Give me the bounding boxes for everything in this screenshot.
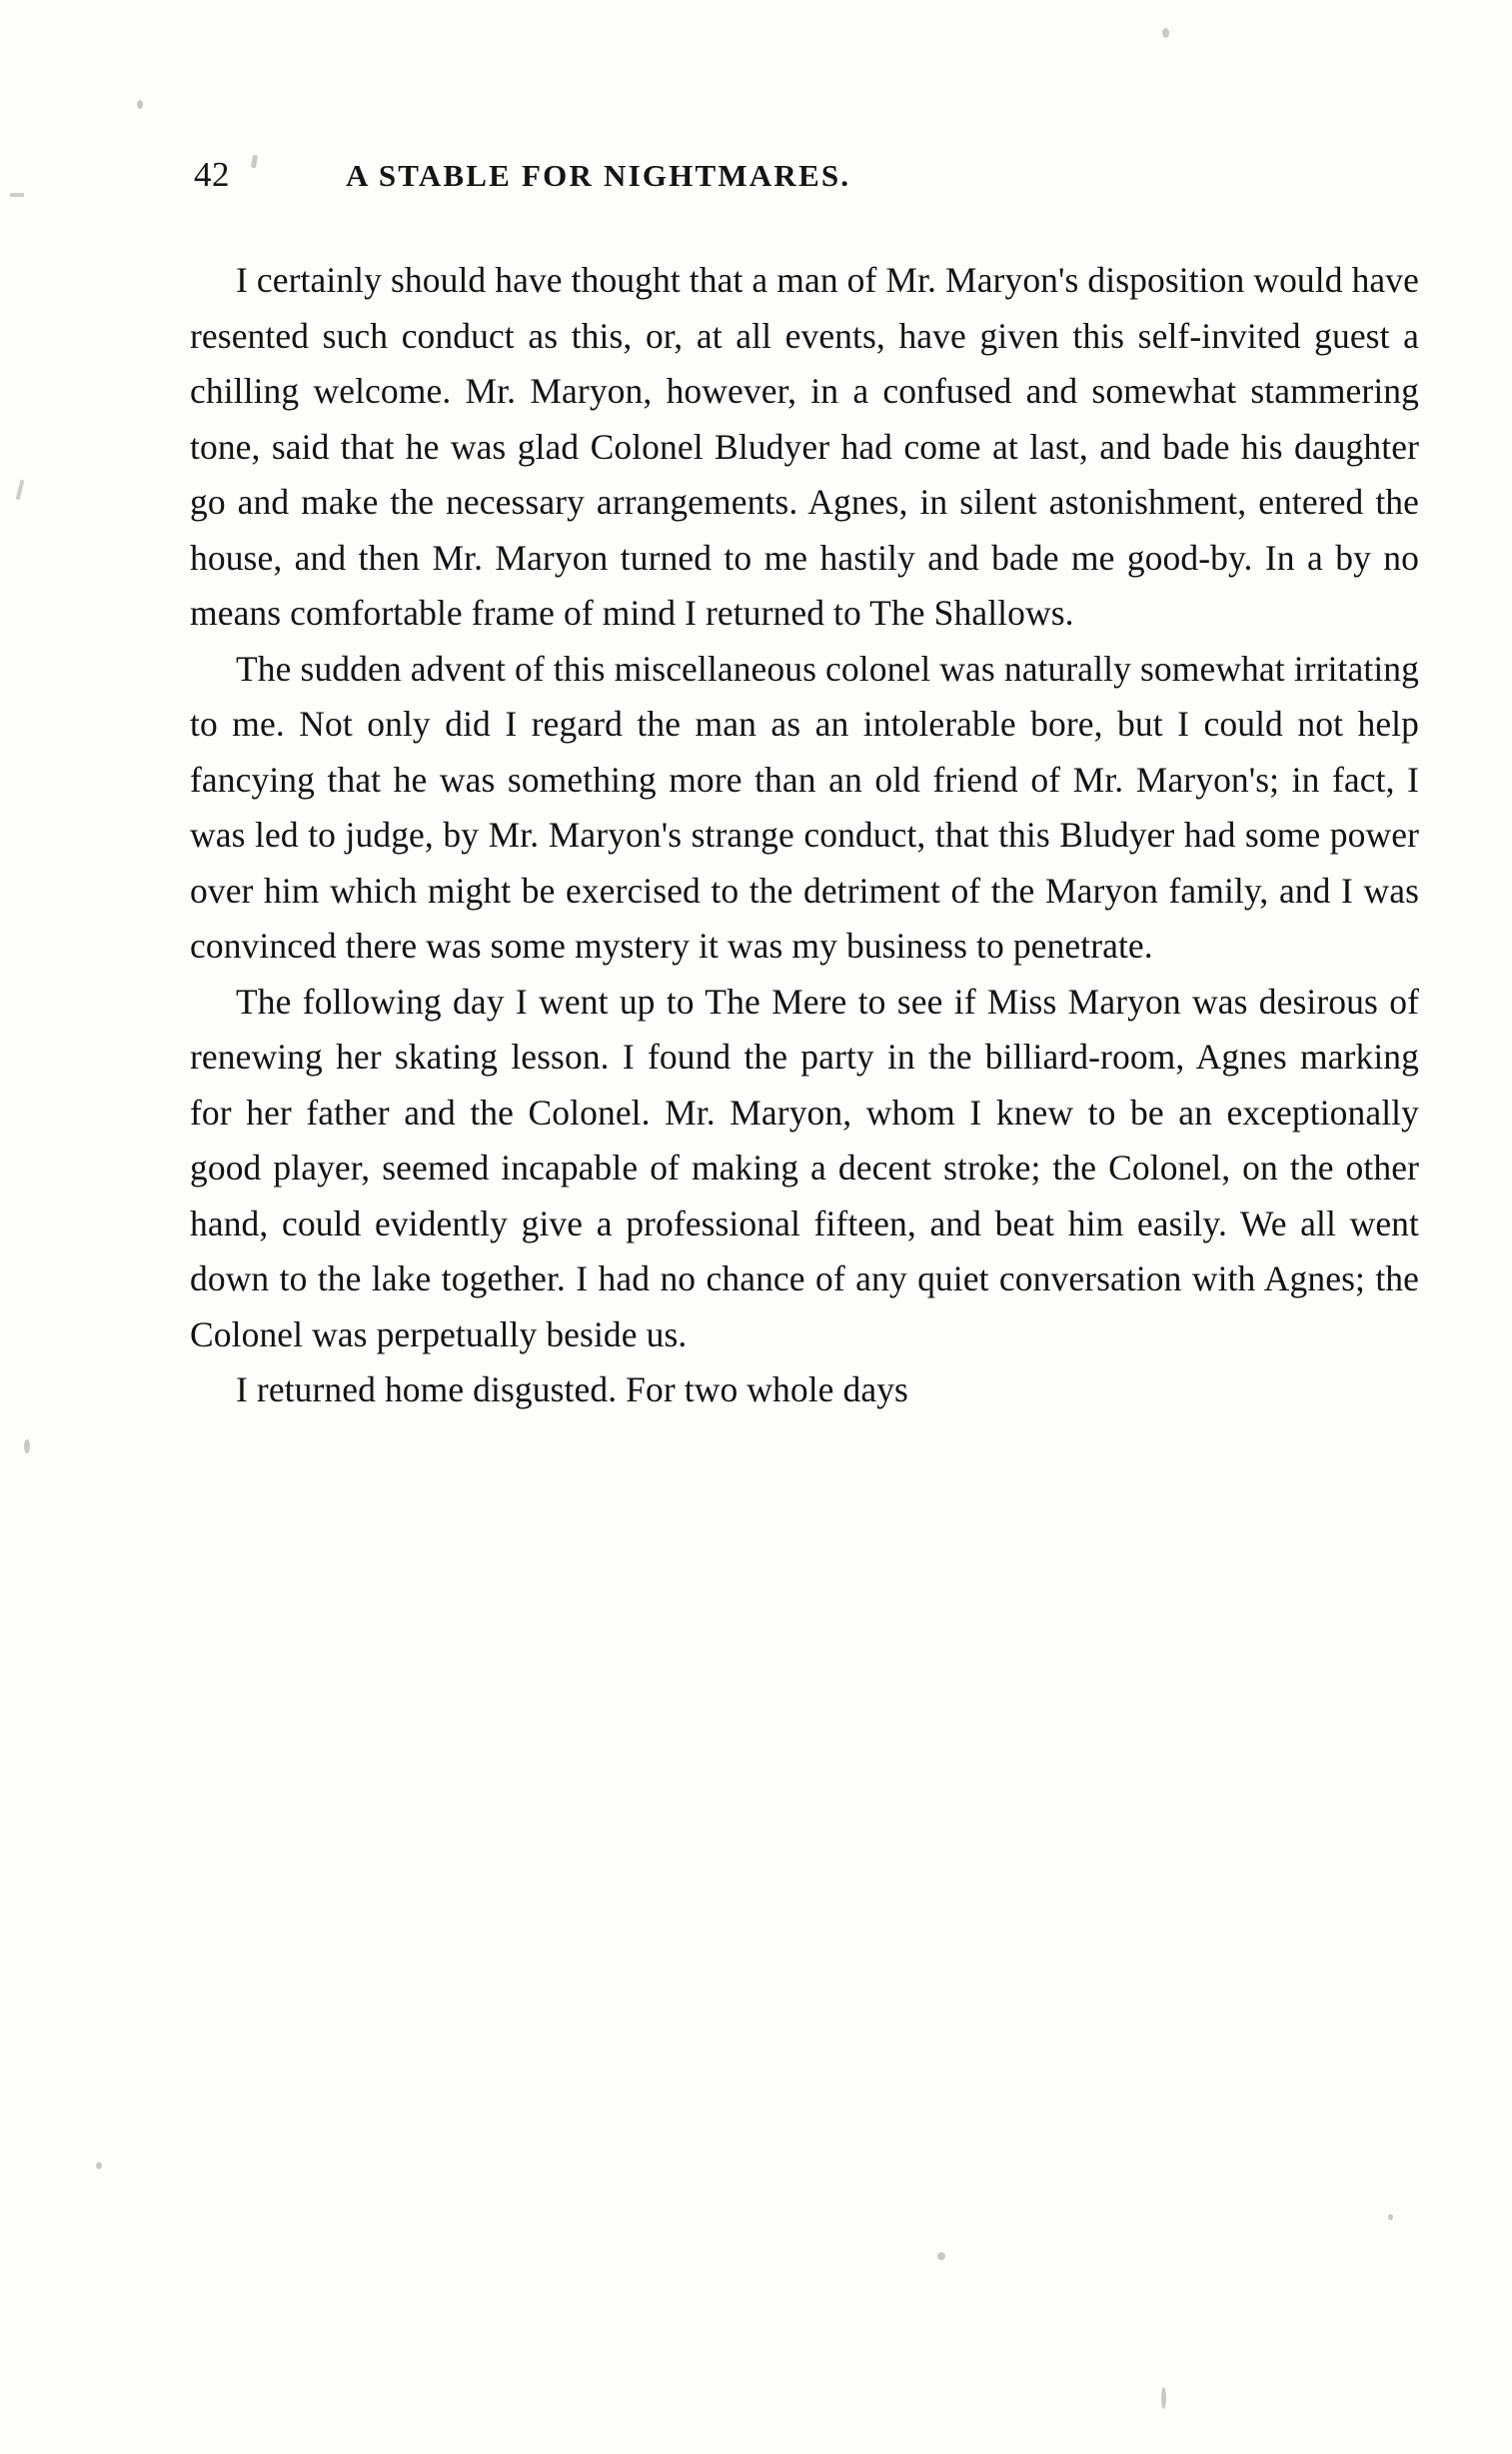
paragraph: The following day I went up to The Mere to see if Miss Maryon was desirous of renewing her skating lesson. I found the party in the billiard-room, Agnes marking for her father and the Colonel. Mr. Maryon, whom I knew to be an exceptionally good player, seemed incapable of making a decent stroke; the Colonel, on the other hand, could evidently give a professional fifteen, and beat him easily. We all went down to the lake together. I had no chance of any quiet conversation with Agnes; the Colonel was perpetually beside us. — [190, 981, 1419, 1354]
print-speck — [96, 2162, 102, 2169]
print-speck — [937, 2252, 945, 2260]
paragraph: The sudden advent of this miscellaneous colonel was naturally somewhat irritating to me. Not only did I regard the man as an intolerable bore, but I could not help fancying that he was something more than an old friend of Mr. Maryon's; in fact, I was led to judge, by Mr. Maryon's strange conduct, that this Bludyer had some power over him which might be exercised to the detriment of the Maryon family, and I was convinced there was some mystery it was my business to penetrate. — [190, 648, 1419, 966]
running-head: A STABLE FOR NIGHTMARES. — [346, 158, 851, 193]
print-speck — [137, 100, 143, 109]
page-number: 42 — [194, 155, 230, 194]
page-header — [190, 155, 1419, 195]
print-speck — [1162, 28, 1169, 38]
paragraph: I certainly should have thought that a man of Mr. Maryon's disposition would have resented such conduct as this, or, at all events, have given this self-invited guest a chilling welcome. Mr. Maryon, however, in a confused and somewhat stammering tone, said that he was glad Colonel Bludyer had come at last, and bade his daughter go and make the necessary arrangements. Agnes, in silent astonishment, entered the house, and then Mr. Maryon turned to me hastily and bade me good-by. In a by no means comfortable frame of mind I returned to The Shallows. — [190, 260, 1419, 633]
paragraph: I returned home disgusted. For two whole days — [236, 1369, 908, 1409]
page-content — [190, 155, 1419, 1418]
print-speck — [24, 1439, 30, 1453]
edge-mark — [16, 480, 25, 500]
edge-mark — [10, 193, 24, 197]
print-speck — [1388, 2214, 1393, 2220]
print-speck — [1161, 2387, 1166, 2409]
body-text — [190, 253, 1419, 1418]
